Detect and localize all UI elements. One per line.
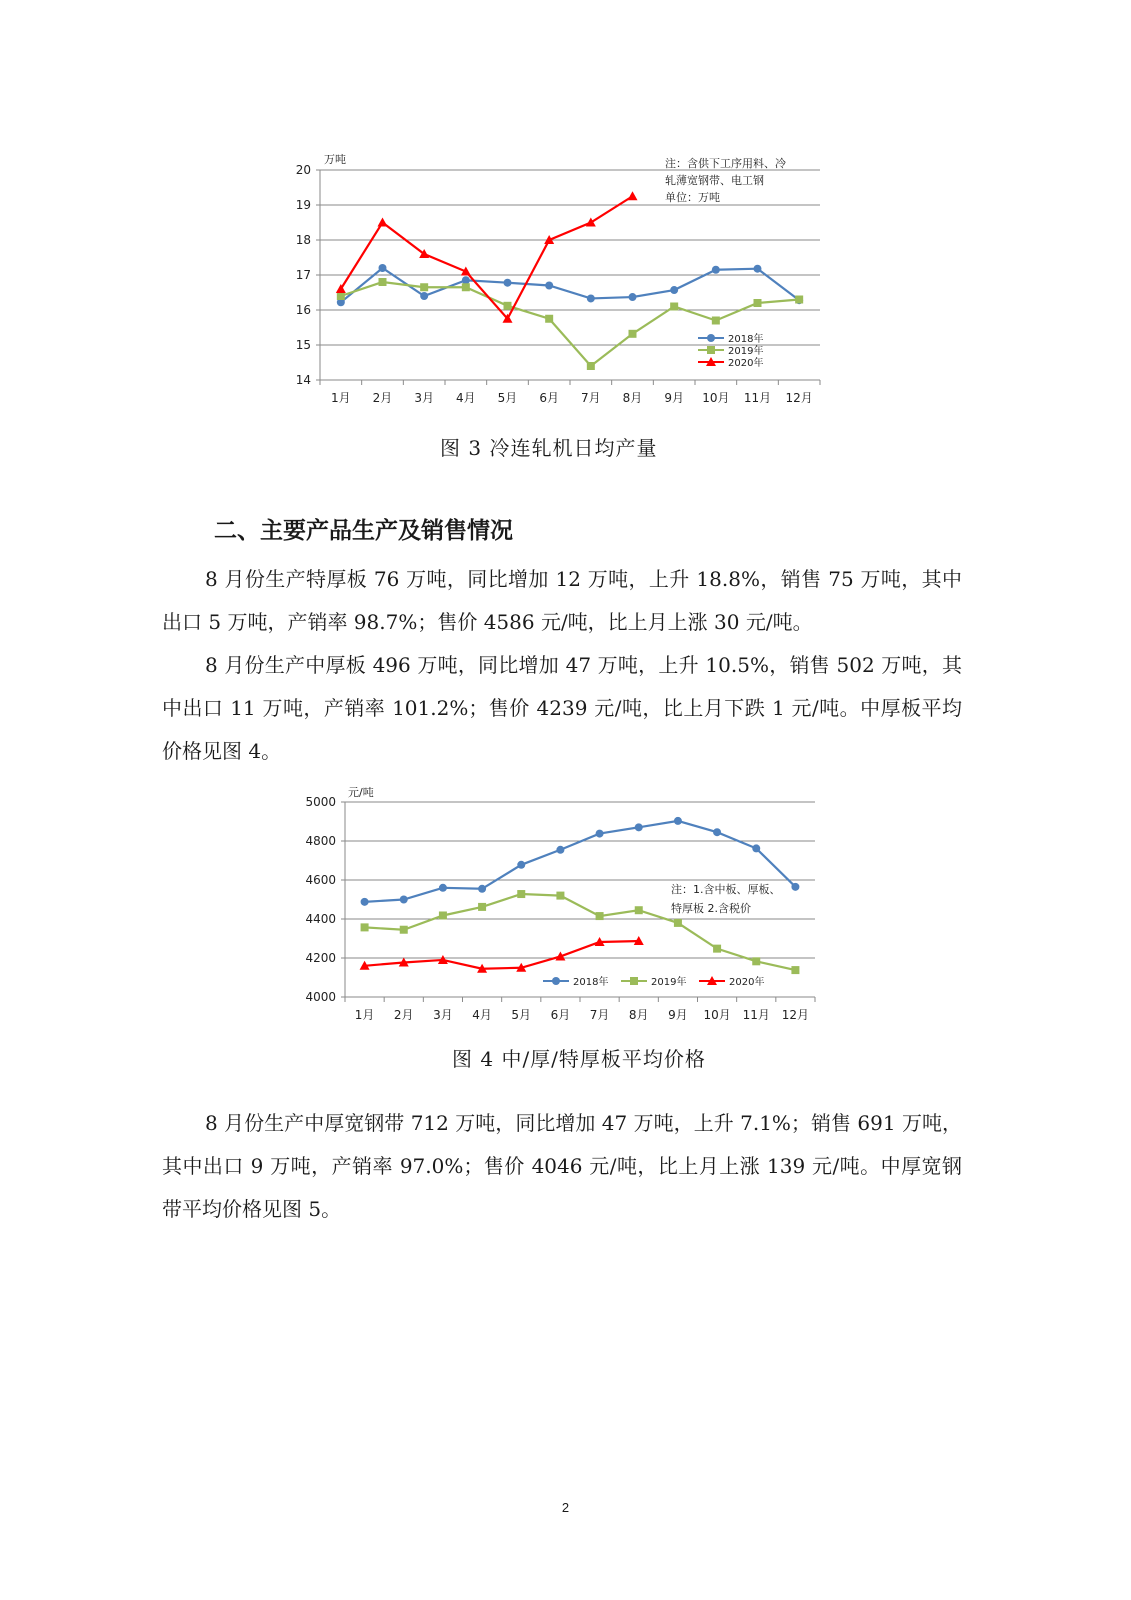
legend-marker: [707, 334, 715, 342]
chart-note-line: 轧薄宽钢带、电工钢: [665, 174, 764, 187]
x-tick-label: 9月: [668, 1008, 688, 1022]
data-point: [674, 919, 682, 927]
paragraph-block-1: [162, 558, 962, 773]
data-point: [378, 218, 388, 227]
legend-label: 2020年: [729, 977, 765, 988]
data-point: [670, 286, 678, 294]
x-tick-label: 11月: [742, 1008, 770, 1022]
data-point: [587, 362, 595, 370]
x-tick-label: 4月: [456, 391, 476, 405]
legend-marker: [552, 977, 560, 985]
x-tick-label: 2月: [372, 391, 393, 405]
data-point: [635, 823, 643, 831]
x-tick-label: 10月: [703, 1008, 731, 1022]
data-point: [629, 330, 637, 338]
chart-plate-price-svg: [285, 780, 825, 1035]
data-point: [361, 898, 369, 906]
x-tick-label: 9月: [664, 391, 684, 405]
data-point: [556, 892, 564, 900]
x-tick-label: 8月: [622, 391, 643, 405]
data-point: [517, 890, 525, 898]
data-point: [791, 883, 799, 891]
x-tick-label: 7月: [589, 1008, 610, 1022]
chart-note-line: 注：1.含中板、厚板、: [671, 883, 781, 896]
data-point: [674, 817, 682, 825]
chart-note-line: 单位：万吨: [665, 191, 720, 204]
data-point: [596, 912, 604, 920]
data-point: [478, 903, 486, 911]
data-point: [462, 276, 470, 284]
y-tick-label: 14: [295, 373, 311, 387]
x-tick-label: 3月: [433, 1008, 453, 1022]
legend-marker: [707, 346, 715, 354]
y-tick-label: 17: [295, 268, 311, 282]
x-tick-label: 10月: [702, 391, 730, 405]
legend-label: 2019年: [728, 346, 764, 357]
paragraph-medium-plate: 8 月份生产中厚板 496 万吨，同比增加 47 万吨，上升 10.5%，销售 502 万吨，其中出口 11 万吨，产销率 101.2%；售价 4239 元/吨，比上月下跌 1 元/吨。中厚板平均价格见图 4。: [162, 653, 962, 763]
data-point: [379, 278, 387, 286]
series-2020年: [336, 191, 638, 323]
data-point: [635, 906, 643, 914]
figure-3-caption: 图 3 冷连轧机日均产量: [440, 436, 658, 460]
x-tick-label: 6月: [539, 391, 559, 405]
y-tick-label: 20: [295, 163, 311, 177]
data-point: [504, 279, 512, 287]
x-tick-label: 12月: [785, 391, 813, 405]
x-tick-label: 5月: [497, 391, 518, 405]
x-tick-label: 1月: [331, 391, 351, 405]
data-point: [713, 945, 721, 953]
y-axis-label: 万吨: [324, 153, 346, 166]
data-point: [517, 861, 525, 869]
data-point: [478, 885, 486, 893]
chart-plate-price: [285, 780, 825, 1035]
data-point: [795, 296, 803, 304]
data-point: [462, 283, 470, 291]
page-number: 2: [561, 1500, 570, 1515]
x-tick-label: 2月: [393, 1008, 414, 1022]
y-tick-label: 16: [295, 303, 311, 317]
data-point: [712, 266, 720, 274]
x-tick-label: 1月: [354, 1008, 375, 1022]
data-point: [439, 911, 447, 919]
x-tick-label: 6月: [550, 1008, 571, 1022]
data-point: [504, 302, 512, 310]
y-tick-label: 19: [295, 198, 311, 212]
chart-daily-output-svg: [280, 145, 840, 415]
data-point: [754, 265, 762, 273]
data-point: [337, 292, 345, 300]
data-point: [586, 218, 596, 227]
x-tick-label: 3月: [414, 391, 434, 405]
y-tick-label: 4200: [305, 951, 336, 965]
legend-marker: [630, 977, 638, 985]
y-tick-label: 4400: [305, 912, 336, 926]
x-tick-label: 12月: [781, 1008, 810, 1022]
x-tick-label: 5月: [511, 1008, 532, 1022]
data-point: [545, 282, 553, 290]
x-tick-label: 4月: [472, 1008, 492, 1022]
data-point: [361, 923, 369, 931]
data-point: [439, 884, 447, 892]
x-tick-label: 7月: [581, 391, 601, 405]
data-point: [587, 294, 595, 302]
y-tick-label: 4600: [305, 873, 336, 887]
chart-note-line: 注：含供下工序用料、冷: [665, 157, 786, 170]
data-point: [791, 966, 799, 974]
data-point: [713, 828, 721, 836]
series-2020年: [360, 936, 644, 973]
data-point: [400, 896, 408, 904]
legend-label: 2018年: [728, 334, 764, 345]
y-tick-label: 18: [295, 233, 311, 247]
chart-daily-output: [280, 145, 840, 415]
y-tick-label: 15: [295, 338, 311, 352]
data-point: [420, 292, 428, 300]
x-tick-label: 8月: [628, 1008, 649, 1022]
data-point: [670, 303, 678, 311]
y-axis-label: 元/吨: [348, 786, 374, 799]
y-tick-label: 4000: [305, 990, 336, 1004]
data-point: [400, 926, 408, 934]
legend-label: 2019年: [651, 977, 687, 988]
data-point: [754, 299, 762, 307]
data-point: [596, 830, 604, 838]
paragraph-block-2: [162, 1102, 962, 1231]
paragraph-thick-plate: 8 月份生产特厚板 76 万吨，同比增加 12 万吨，上升 18.8%，销售 75 万吨，其中出口 5 万吨，产销率 98.7%；售价 4586 元/吨，比上月上涨 30 元/吨。: [162, 567, 962, 634]
data-point: [556, 846, 564, 854]
paragraph-wide-strip: 8 月份生产中厚宽钢带 712 万吨，同比增加 47 万吨，上升 7.1%；销售 691 万吨，其中出口 9 万吨，产销率 97.0%；售价 4046 元/吨，比上月上涨 139 元/吨。中厚宽钢带平均价格见图 5。: [162, 1111, 962, 1221]
data-point: [752, 957, 760, 965]
chart-note-line: 特厚板 2.含税价: [671, 902, 751, 915]
x-tick-label: 11月: [743, 391, 772, 405]
legend-label: 2020年: [728, 358, 764, 369]
data-point: [545, 315, 553, 323]
figure-4-caption: 图 4 中/厚/特厚板平均价格: [452, 1047, 706, 1071]
section-heading: 二、主要产品生产及销售情况: [214, 517, 513, 544]
data-point: [629, 293, 637, 301]
data-point: [752, 844, 760, 852]
data-point: [712, 317, 720, 325]
data-point: [379, 264, 387, 272]
legend-label: 2018年: [573, 977, 609, 988]
y-tick-label: 5000: [305, 795, 336, 809]
data-point: [628, 191, 638, 200]
data-point: [420, 283, 428, 291]
y-tick-label: 4800: [305, 834, 336, 848]
